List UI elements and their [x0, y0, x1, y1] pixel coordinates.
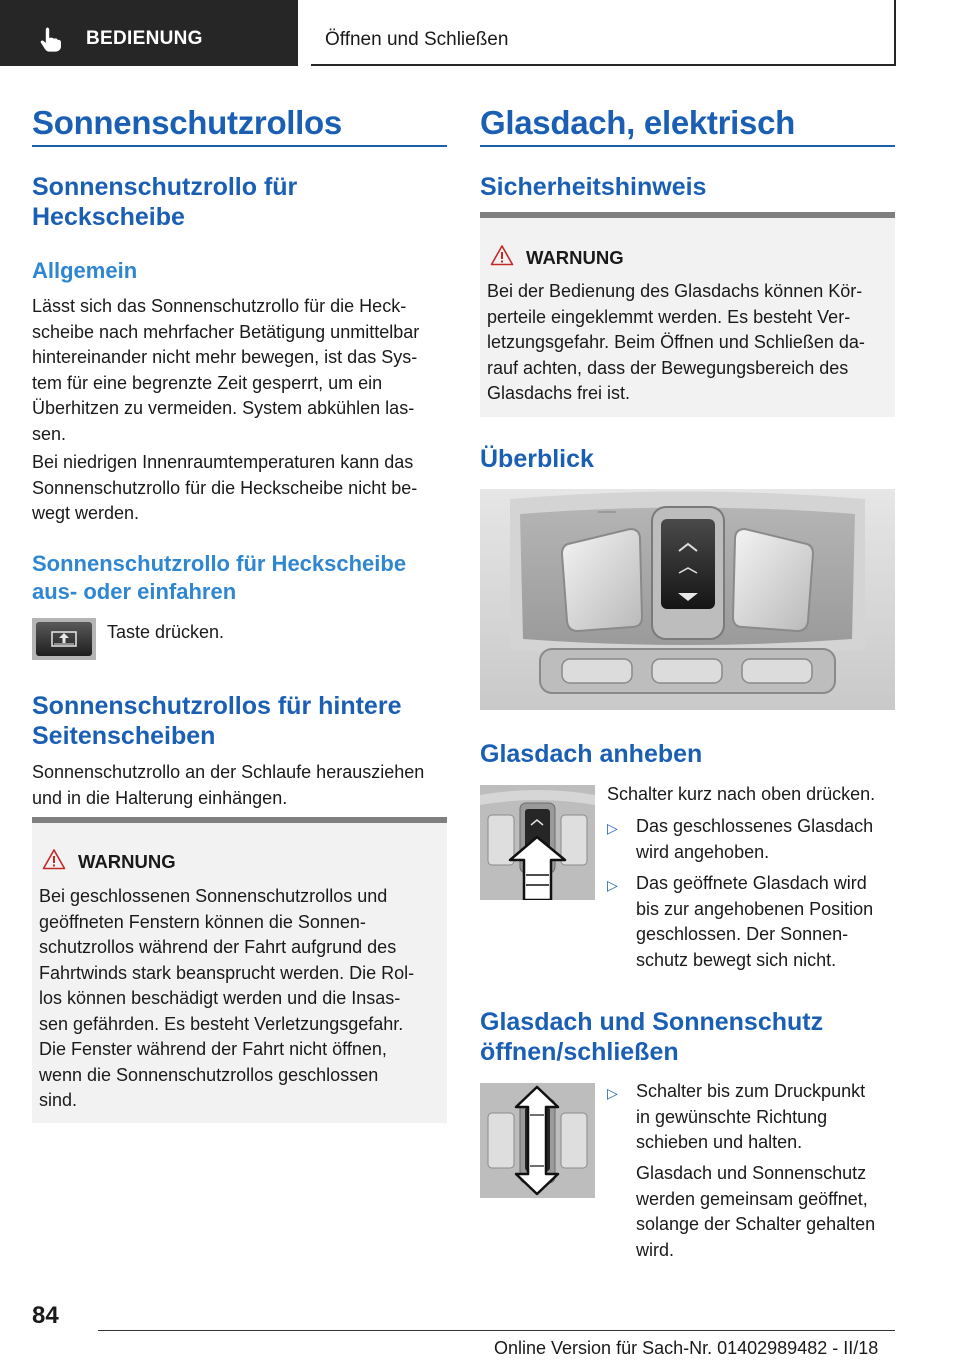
oeffnen-heading: Glasdach und Sonnenschutz öffnen/schließen: [480, 1008, 824, 1066]
bullet-text: Schalter bis zum Druckpunkt in gewünschte Richtung schieben und halten.: [636, 1081, 866, 1152]
anheben-text: Schalter kurz nach oben drücken.: [607, 784, 876, 804]
right-main-heading: Glasdach, elektrisch: [480, 104, 795, 141]
allgemein-paragraph-2: Bei niedrigen Innenraumtemperaturen kann das Sonnenschutzrollo für die Heckscheibe nicht be- wegt werden.: [32, 452, 418, 523]
warning-heading: WARNUNG: [78, 851, 176, 872]
chapter-header: [311, 0, 896, 66]
anheben-heading: Glasdach anheben: [480, 740, 703, 768]
rollo-button-icon: [32, 618, 96, 660]
warning-triangle-icon: [42, 848, 66, 870]
seitenscheiben-paragraph: Sonnenschutzrollo an der Schlaufe herausziehen und in die Halterung einhängen.: [32, 762, 425, 808]
seitenscheiben-heading: Sonnenschutzrollos für hintere Seitenscheiben: [32, 692, 402, 750]
allgemein-paragraph-1: Lässt sich das Sonnenschutzrollo für die Heck- scheibe nach mehrfacher Betätigung unmittelbar hintereinander nicht mehr bewegen, ist das Sys- tem für eine begrenzte Zeit gesperrt, um ein Überhitzen zu vermeiden. System abkühlen las- sen.: [32, 296, 420, 444]
footer-rule: [98, 1330, 895, 1331]
ueberblick-heading: Überblick: [480, 445, 594, 473]
section-tab: [0, 0, 298, 66]
rollo-heckscheibe-heading: Sonnenschutzrollo für Heckscheibe: [32, 173, 298, 231]
sicherheitshinweis-heading: Sicherheitshinweis: [480, 173, 707, 201]
warning-box-glasdach: [480, 212, 895, 417]
section-title: BEDIENUNG: [86, 28, 203, 49]
left-heading-rule: [32, 145, 447, 147]
warning-triangle-icon: [490, 244, 514, 266]
warning-text: Bei geschlossenen Sonnenschutzrollos und geöffneten Fenstern können die Sonnen- schutzrollos während der Fahrt aufgrund des Fahrtwinds stark beansprucht werden. Die Rol- los können beschädigt werden und die Insas- sen gefährden. Es besteht Verletzungsgefahr. Die Fenster während der Fahrt nicht öffnen, wenn die Sonnenschutzrollos geschlossen sind.: [39, 886, 415, 1110]
allgemein-heading: Allgemein: [32, 258, 138, 283]
right-heading-rule: [480, 145, 895, 147]
warning-box-rollos: [32, 817, 447, 1123]
hand-pointer-icon: [40, 26, 62, 52]
left-main-heading: Sonnenschutzrollos: [32, 104, 342, 141]
chapter-title: Öffnen und Schließen: [325, 29, 509, 50]
warning-text: Bei der Bedienung des Glasdachs können Kör- perteile eingeklemmt werden. Es besteht Ver- letzungsgefahr. Beim Öffnen und Schließen da- rauf achten, dass der Bewegungsbereich des Glasdachs frei ist.: [487, 281, 865, 403]
warning-heading: WARNUNG: [526, 247, 624, 268]
online-version-note: Online Version für Sach-Nr. 01402989482 - II/18: [494, 1338, 879, 1358]
bullet-triangle-icon: ▷: [607, 1085, 618, 1101]
switch-updown-illustration: [480, 1083, 595, 1198]
taste-text: Taste drücken.: [107, 622, 225, 642]
bullet-triangle-icon: ▷: [607, 877, 618, 893]
roof-console-photo: [480, 489, 895, 710]
bullet-text: Das geschlossenes Glasdach wird angehoben.: [636, 816, 874, 862]
switch-up-illustration: [480, 785, 595, 900]
page-number: 84: [32, 1302, 59, 1329]
oeffnen-paragraph: Glasdach und Sonnenschutz werden gemeinsam geöffnet, solange der Schalter gehalten wird.: [636, 1163, 876, 1260]
ausfahren-heading: Sonnenschutzrollo für Heckscheibe aus- oder einfahren: [32, 551, 407, 604]
bullet-triangle-icon: ▷: [607, 820, 618, 836]
bullet-text: Das geöffnete Glasdach wird bis zur angehobenen Position geschlossen. Der Sonnen- schutz bewegt sich nicht.: [636, 873, 874, 970]
